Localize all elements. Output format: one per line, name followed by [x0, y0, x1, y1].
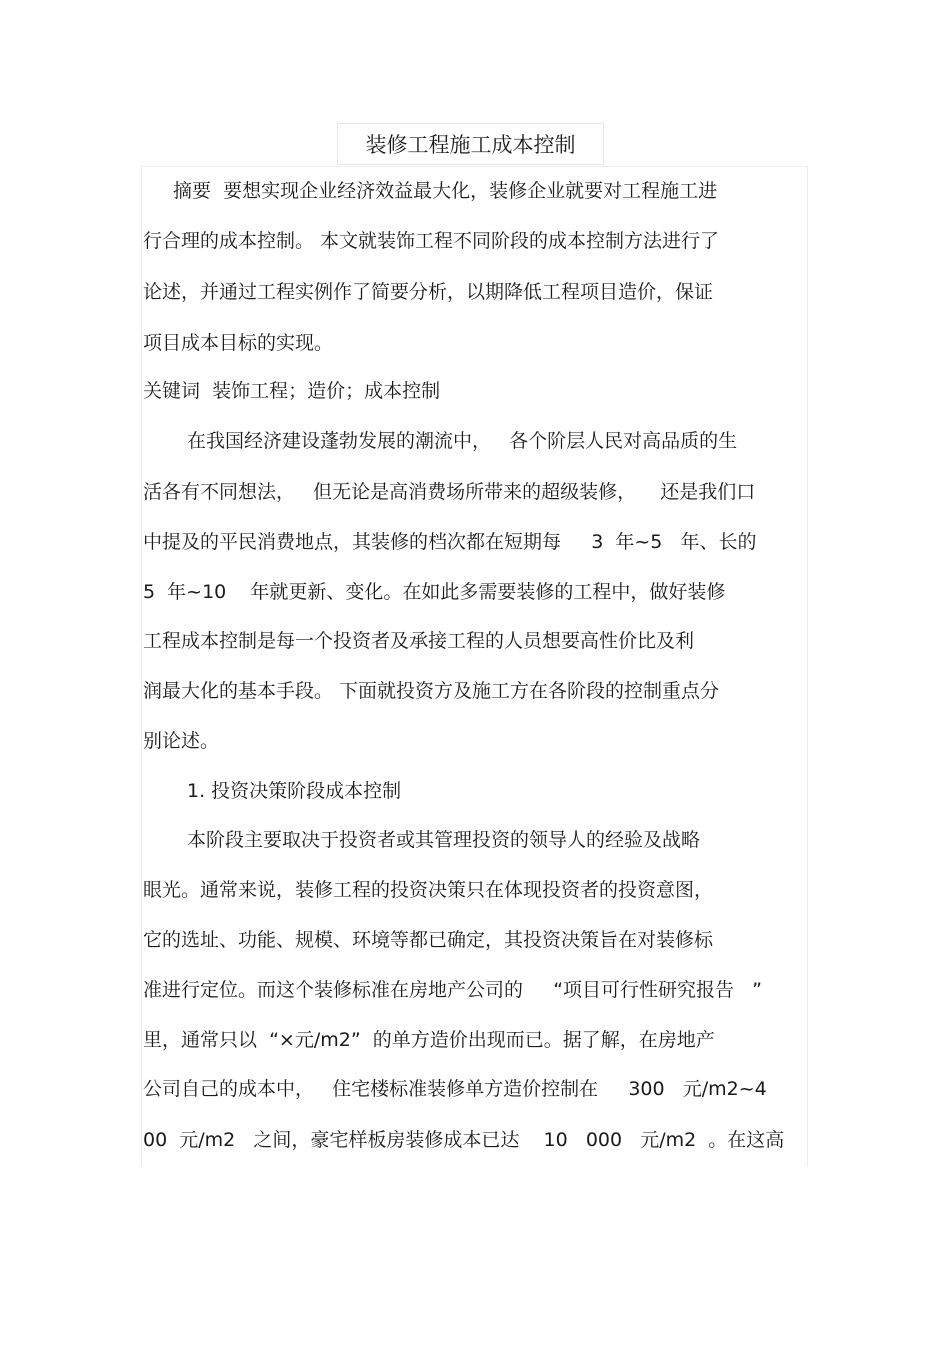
- paragraph-2-line-3: 它的选址、功能、规模、环境等都已确定，其投资决策旨在对装修标: [143, 929, 714, 951]
- paragraph-1-line-1: 在我国经济建设蓬勃发展的潮流中， 各个阶层人民对高品质的生: [187, 430, 738, 452]
- paragraph-1-line-3: 中提及的平民消费地点，其装修的档次都在短期每 3 年~5 年、长的: [143, 531, 757, 553]
- paragraph-2-line-5: 里，通常只以 “×元/m2” 的单方造价出现而已。据了解，在房地产: [143, 1029, 715, 1051]
- paragraph-1-line-7: 别论述。: [143, 730, 220, 752]
- paragraph-1-line-6: 润最大化的基本手段。 下面就投资方及施工方在各阶段的控制重点分: [143, 680, 720, 702]
- abstract-line-1: 摘要 要想实现企业经济效益最大化，装修企业就要对工程施工进: [173, 180, 718, 202]
- paragraph-2-line-7: 00 元/m2 之间，豪宅样板房装修成本已达 10 000 元/m2 。在这高: [143, 1129, 785, 1151]
- paragraph-1-line-4: 5 年~10 年就更新、变化。在如此多需要装修的工程中，做好装修: [143, 581, 726, 603]
- paragraph-2-line-1: 本阶段主要取决于投资者或其管理投资的领导人的经验及战略: [187, 829, 701, 851]
- document-title: 装修工程施工成本控制: [365, 133, 576, 157]
- paragraph-1-line-5: 工程成本控制是每一个投资者及承接工程的人员想要高性价比及利: [143, 630, 695, 652]
- abstract-line-2: 行合理的成本控制。 本文就装饰工程不同阶段的成本控制方法进行了: [143, 230, 720, 252]
- paragraph-1-line-2: 活各有不同想法， 但无论是高消费场所带来的超级装修， 还是我们口: [143, 481, 756, 503]
- paragraph-2-line-2: 眼光。通常来说，装修工程的投资决策只在体现投资者的投资意图，: [143, 879, 714, 901]
- section-heading-1: 1. 投资决策阶段成本控制: [187, 780, 402, 802]
- abstract-line-4: 项目成本目标的实现。: [143, 332, 334, 354]
- paragraph-2-line-4: 准进行定位。而这个装修标准在房地产公司的 “项目可行性研究报告 ”: [143, 979, 763, 1001]
- abstract-line-3: 论述，并通过工程实例作了简要分析，以期降低工程项目造价，保证: [143, 281, 714, 303]
- title-box: [337, 123, 604, 165]
- keywords-line: 关键词 装饰工程；造价；成本控制: [143, 380, 441, 402]
- paragraph-2-line-6: 公司自己的成本中， 住宅楼标准装修单方造价控制在 300 元/m2~4: [143, 1078, 767, 1100]
- content-frame: [141, 166, 808, 1166]
